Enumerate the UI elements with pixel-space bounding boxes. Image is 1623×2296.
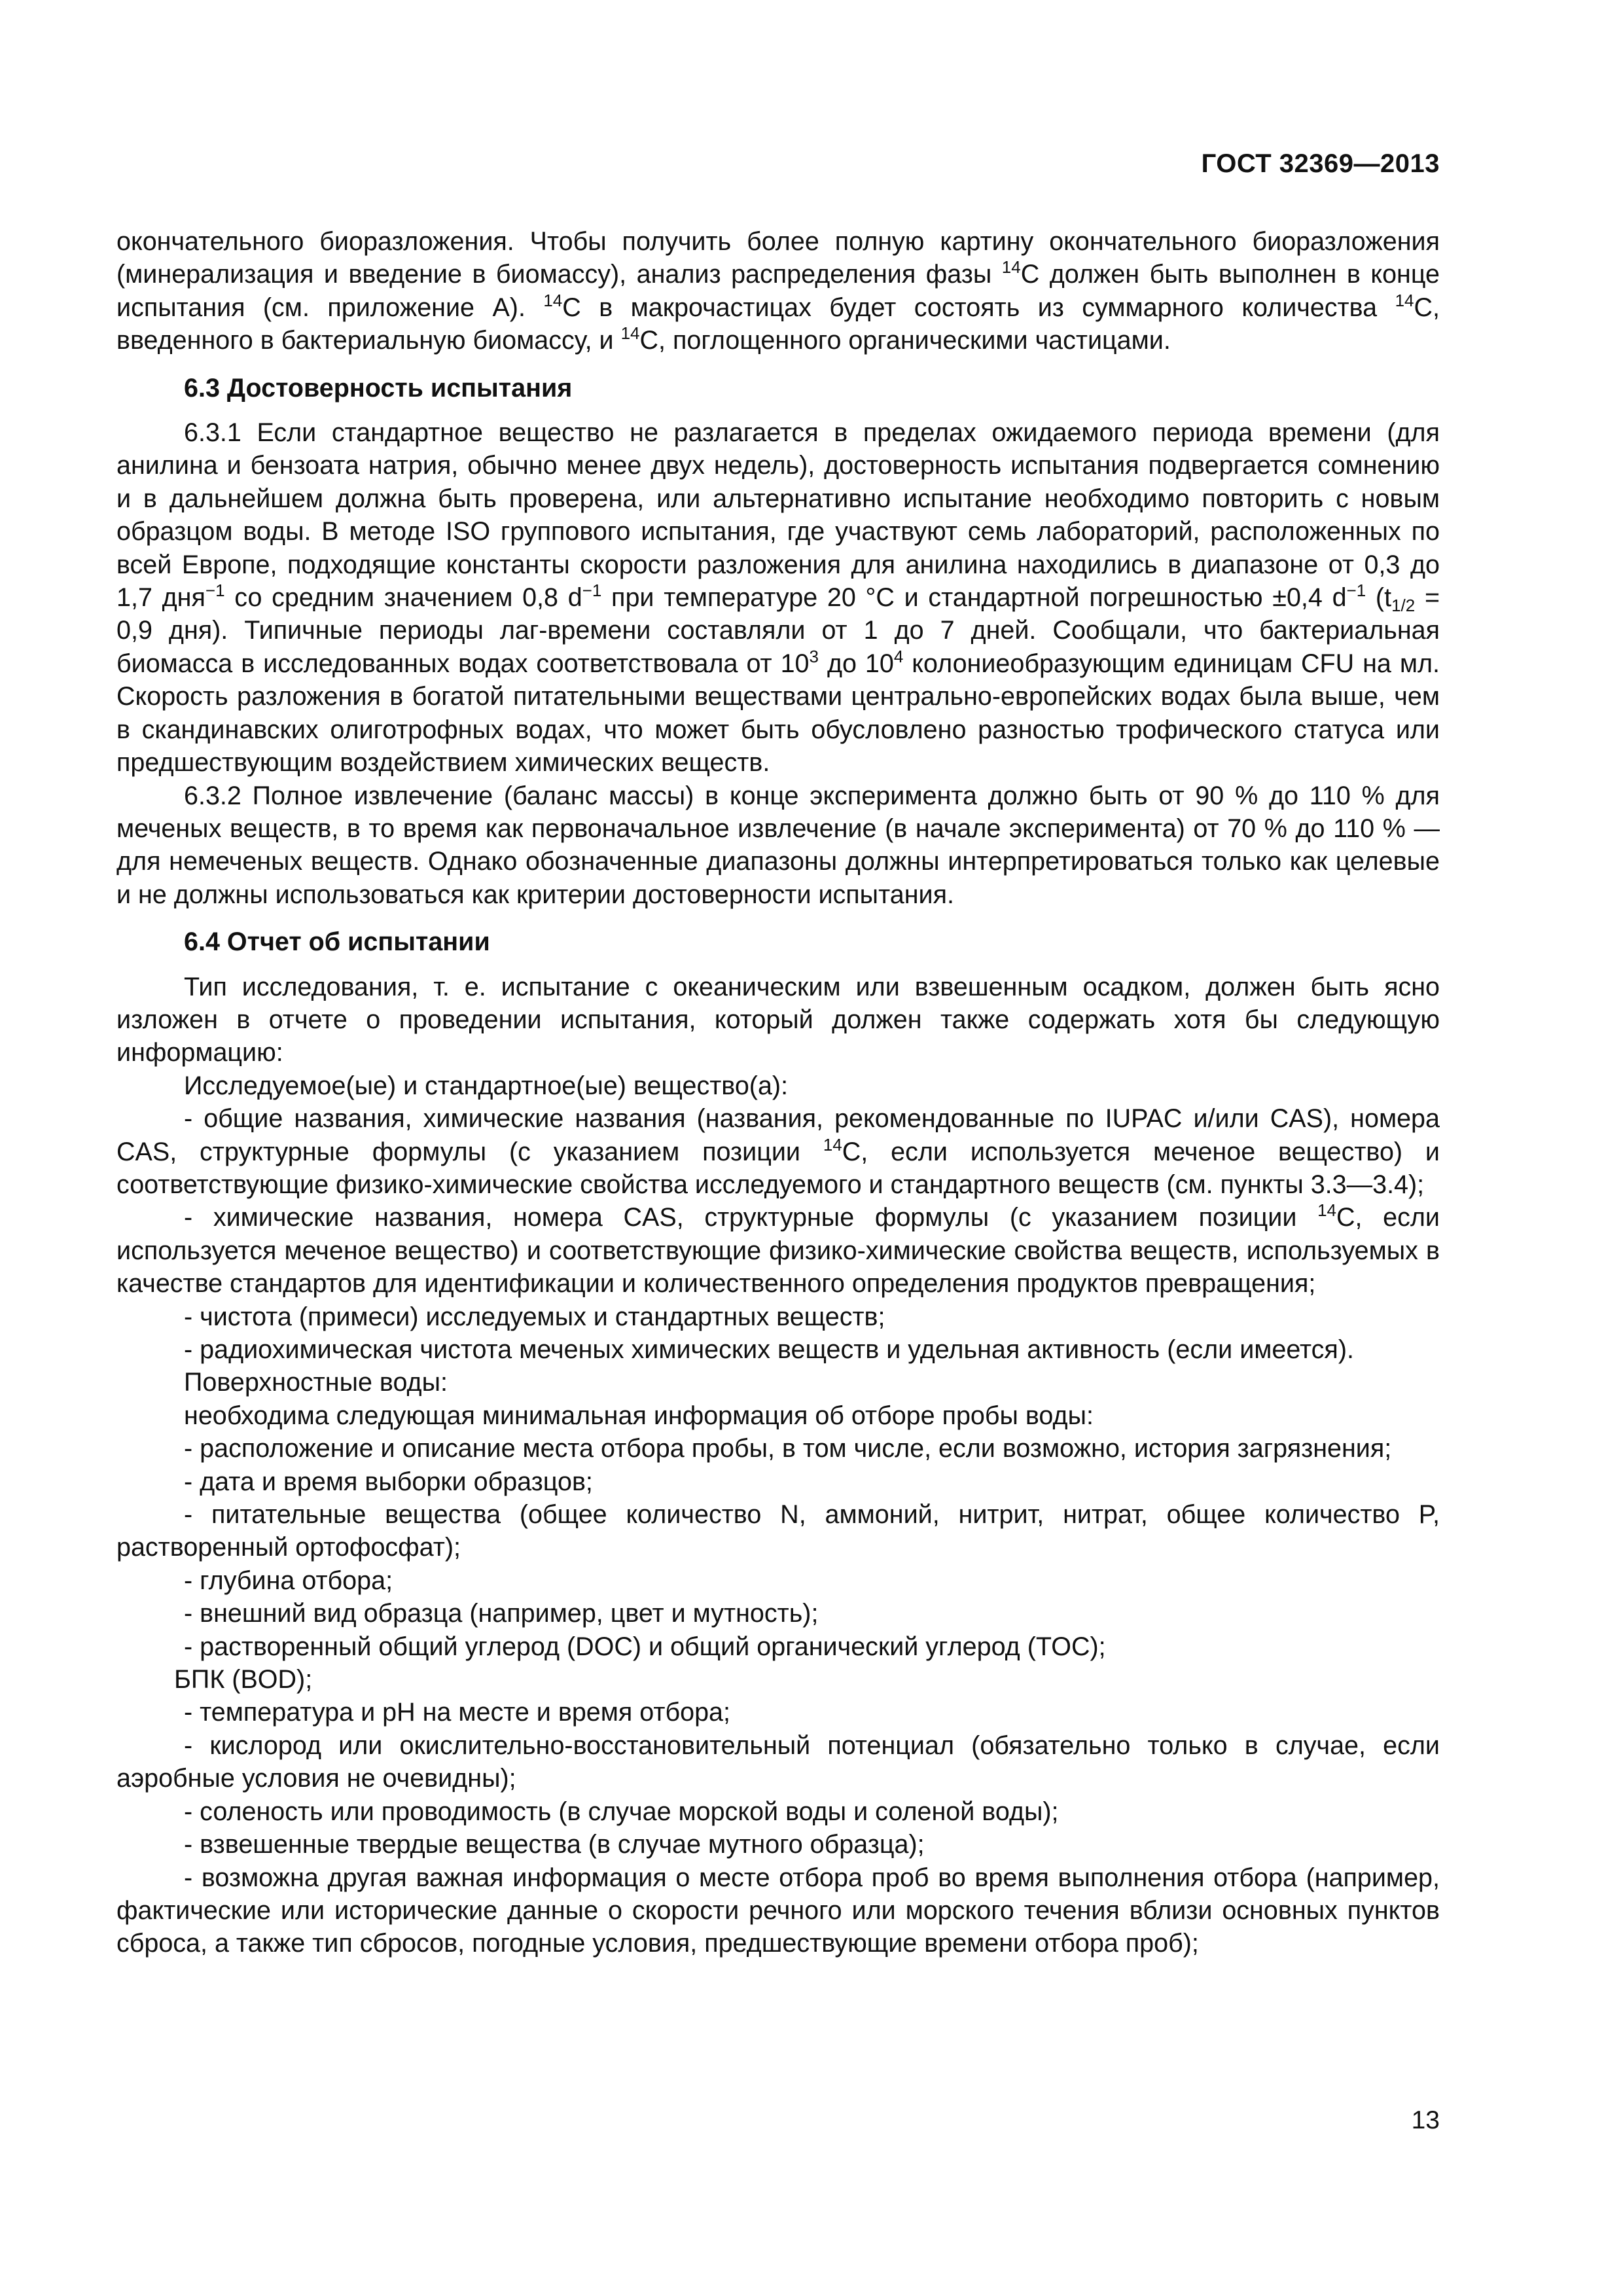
list-item: - общие названия, химические названия (названия, рекомендованные по IUPAC и/или CAS), номера CAS, структурные формулы (с указанием позиции $^{14}$C, если используется меченое вещество) и соответствующие физико-химические свойства исследуемого и стандартного веществ (см. пункты 3.3—3.4); [116, 1104, 1440, 1199]
list-item: - дата и время выборки образцов; [184, 1467, 593, 1496]
list-item: - радиохимическая чистота меченых химических веществ и удельная активность (если имеется). [184, 1335, 1354, 1364]
list-item: БПК (BOD); [174, 1665, 313, 1695]
page-number: 13 [1411, 2106, 1440, 2134]
standard-code-header: ГОСТ 32369—2013 [1201, 149, 1440, 178]
list-item: - глубина отбора; [184, 1566, 393, 1595]
list-item: - питательные вещества (общее количество N, аммоний, нитрит, нитрат, общее количество P, растворенный ортофосфат); [116, 1500, 1440, 1562]
paragraph-continuation: окончательного биоразложения. Чтобы получить более полную картину окончательного биоразложения (минерализация и введение в биомассу), анализ распределения фазы $^{14}$C должен быть выполнен в конце испытания (см. приложение А). $^{14}$C в макрочастицах будет состоять из суммарного количества $^{14}$C, введенного в бактериальную биомассу, и $^{14}$C, поглощенного органическими частицами. [116, 227, 1440, 355]
list-title-surface-waters: Поверхностные воды: [184, 1368, 448, 1397]
list-item: - растворенный общий углерод (DOC) и общий органический углерод (TOC); [184, 1632, 1106, 1661]
section-heading-6-3: 6.3 Достоверность испытания [184, 373, 573, 403]
list-item: - чистота (примеси) исследуемых и стандартных веществ; [184, 1302, 885, 1331]
list-item: - кислород или окислительно-восстановительный потенциал (обязательно только в случае, если аэробные условия не очевидны); [116, 1731, 1440, 1793]
section-heading-6-4: 6.4 Отчет об испытании [184, 927, 490, 957]
list-intro: необходима следующая минимальная информация об отборе пробы воды: [184, 1401, 1094, 1430]
paragraph-6-4: Тип исследования, т. е. испытание с океаническим или взвешенным осадком, должен быть ясно изложен в отчете о проведении испытания, который должен также содержать хотя бы следующую информацию: [116, 972, 1440, 1067]
list-item: - расположение и описание места отбора пробы, в том числе, если возможно, история загрязнения; [184, 1434, 1392, 1463]
list-item: - внешний вид образца (например, цвет и мутность); [184, 1599, 819, 1628]
list-item: - химические названия, номера CAS, структурные формулы (с указанием позиции $^{14}$C, если используется меченое вещество) и соответствующие физико-химические свойства веществ, используемых в качестве стандартов для идентификации и количественного определения продуктов превращения; [116, 1200, 1440, 1299]
list-item: - взвешенные твердые вещества (в случае мутного образца); [184, 1830, 925, 1859]
list-item: - соленость или проводимость (в случае морской воды и соленой воды); [184, 1797, 1059, 1826]
list-item: - возможна другая важная информация о месте отбора проб во время выполнения отбора (например, фактические или исторические данные о скорости речного или морского течения вблизи основных пунктов сброса, а также тип сбросов, погодные условия, предшествующие времени отбора проб); [116, 1863, 1440, 1958]
paragraph-6-3-1: 6.3.1 Если стандартное вещество не разлагается в пределах ожидаемого периода времени (для анилина и бензоата натрия, обычно менее двух недель), достоверность испытания подвергается сомнению и в дальнейшем должна быть проверена, или альтернативно испытание необходимо повторить с новым образцом воды. В методе ISO группового испытания, где участвуют семь лабораторий, расположенных по всей Европе, подходящие константы скорости разложения для анилина находились в диапазоне от 0,3 до 1,7 дня$^{-1}$ со средним значением 0,8 $d^{-1}$ при температуре 20 °С и стандартной погрешностью ±0,4 $d^{-1}$ ($t_{1/2} = 0,9$ дня). Типичные периоды лаг-времени составляли от 1 до 7 дней. Сообщали, что бактериальная биомасса в исследованных водах соответствовала от $10^3$ до $10^4$ колониеобразующим единицам CFU на мл. Скорость разложения в богатой питательными веществами центрально-европейских водах была выше, чем в скандинавских олиготрофных водах, что может быть обусловлено разностью трофического статуса или предшествующим воздействием химических веществ. [116, 418, 1440, 778]
page-content [116, 225, 1440, 1960]
list-title-substances: Исследуемое(ые) и стандартное(ые) вещество(а): [184, 1071, 789, 1100]
list-item: - температура и pH на месте и время отбора; [184, 1698, 730, 1727]
paragraph-6-3-2: 6.3.2 Полное извлечение (баланс массы) в конце эксперимента должно быть от 90 % до 110 % для меченых веществ, в то время как первоначальное извлечение (в начале эксперимента) от 70 % до 110 % — для немеченых веществ. Однако обозначенные диапазоны должны интерпретироваться только как целевые и не должны использоваться как критерии достоверности испытания. [116, 781, 1440, 909]
